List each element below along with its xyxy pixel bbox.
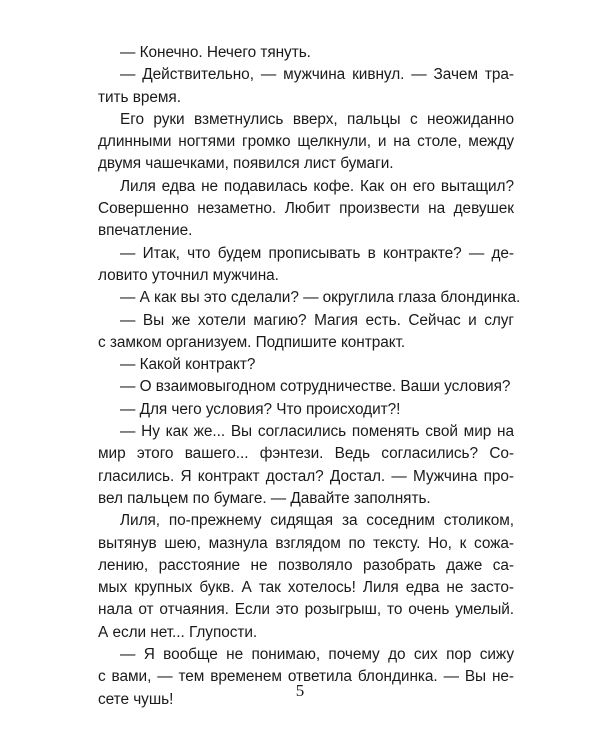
text-line: длинными ногтями громко щелкнули, и на столе, между xyxy=(98,133,514,151)
page-number: 5 xyxy=(295,681,305,700)
text-line: нала от отчаяния. Если это розыгрыш, то очень умелый. xyxy=(98,601,514,619)
text-line: Лиля, по-прежнему сидящая за соседним столиком, xyxy=(120,512,514,530)
text-line: — Ну как же... Вы согласились поменять свой мир на xyxy=(120,423,514,441)
text-line: — Какой контракт? xyxy=(120,356,256,374)
text-line: — О взаимовыгодном сотрудничестве. Ваши условия? xyxy=(120,378,511,396)
text-line: двумя чашечками, появился лист бумаги. xyxy=(98,155,394,173)
text-line: ловито уточнил мужчина. xyxy=(98,266,279,284)
text-line: вел пальцем по бумаге. — Давайте заполнять. xyxy=(98,489,431,507)
text-line: лению, расстояние не позволяло разобрать даже са- xyxy=(98,556,514,574)
text-line: Его руки взметнулись вверх, пальцы с неожиданно xyxy=(120,110,514,128)
text-line: — Конечно. Нечего тянуть. xyxy=(120,44,311,61)
text-line: — Итак, что будем прописывать в контракте? — де- xyxy=(120,244,514,262)
text-line: мых крупных букв. А так хотелось! Лиля едва не засто- xyxy=(98,579,514,597)
text-line: тить время. xyxy=(98,88,181,106)
text-line: — А как вы это сделали? — округлила глаза блондинка. xyxy=(120,289,521,307)
text-line: сете чушь! xyxy=(98,690,174,708)
text-line: А если нет... Глупости. xyxy=(98,623,258,641)
text-line: с вами, — тем временем ответила блондинка. — Вы не- xyxy=(98,668,514,686)
text-line: — Действительно, — мужчина кивнул. — Зачем тра- xyxy=(120,66,514,84)
text-line: с замком организуем. Подпишите контракт. xyxy=(98,333,406,351)
text-line: вытянув шею, мазнула взглядом по тексту. Но, к сожа- xyxy=(98,534,514,552)
page-text xyxy=(98,42,521,711)
text-line: Лиля едва не подавилась кофе. Как он его вытащил? xyxy=(120,177,514,195)
text-line: мир этого вашего... фэнтези. Ведь согласились? Со- xyxy=(98,445,514,463)
text-line: гласились. Я контракт достал? Достал. — Мужчина про- xyxy=(98,467,514,485)
text-line: Совершенно незаметно. Любит произвести на девушек xyxy=(98,200,514,218)
text-line: — Я вообще не понимаю, почему до сих пор сижу xyxy=(120,646,514,664)
text-line: — Вы же хотели магию? Магия есть. Сейчас и слуг xyxy=(120,311,514,329)
text-line: — Для чего условия? Что происходит?! xyxy=(120,400,401,418)
text-line: впечатление. xyxy=(98,222,193,240)
